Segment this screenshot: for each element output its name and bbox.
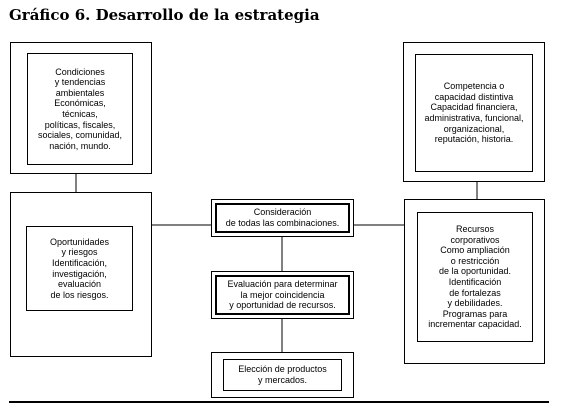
conditions-line: técnicas, <box>62 109 98 119</box>
competence-line: reputación, historia. <box>434 134 514 145</box>
conditions-line: políticas, fiscales, <box>44 119 116 130</box>
resources-line: de fortalezas <box>449 287 501 298</box>
conditions-line: sociales, comunidad, <box>37 130 123 141</box>
conditions-line: Económicas, <box>54 98 106 109</box>
consideration-node <box>215 203 350 233</box>
conditions-line: y tendencias <box>54 77 106 88</box>
evaluation-box <box>211 271 354 319</box>
evaluation-line: Evaluación para determinar <box>227 279 338 290</box>
election-line: Elección de productos <box>238 364 327 375</box>
resources-box <box>404 199 545 364</box>
resources-line: Recursos <box>455 224 494 235</box>
opportunities-box <box>10 192 152 357</box>
opportunities-line: Identificación, <box>51 257 108 268</box>
opportunities-line: evaluación <box>57 279 101 290</box>
competence-line: capacidad distintiva <box>434 91 514 102</box>
conditions-node <box>27 53 133 165</box>
opportunities-line: Oportunidades <box>49 236 110 247</box>
resources-line: Identificación <box>448 277 502 287</box>
conditions-line: ambientales <box>55 87 105 98</box>
competence-line: Competencia o <box>443 81 505 92</box>
resources-node <box>417 212 533 342</box>
evaluation-node <box>215 275 350 315</box>
competence-line: administrativa, funcional, <box>424 113 524 123</box>
competence-box <box>403 42 545 182</box>
competence-node <box>415 54 533 172</box>
resources-line: y debilidades. <box>447 298 503 309</box>
conditions-box <box>10 42 152 174</box>
consideration-box <box>211 199 354 237</box>
page-title: Gráfico 6. Desarrollo de la estrategia <box>9 6 320 24</box>
election-box <box>211 352 354 398</box>
conditions-line: nación, mundo. <box>49 140 111 151</box>
election-line: y mercados. <box>257 375 308 385</box>
resources-line: de la oportunidad. <box>438 266 512 277</box>
opportunities-node <box>26 226 133 311</box>
resources-line: o restricción <box>450 255 500 266</box>
resources-line: corporativos <box>450 234 500 245</box>
opportunities-line: de los riesgos. <box>50 289 109 300</box>
opportunities-line: y riesgos <box>61 247 98 258</box>
bottom-divider <box>9 401 549 403</box>
evaluation-line: y oportunidad de recursos. <box>229 300 336 311</box>
opportunities-line: investigación, <box>52 268 107 279</box>
consideration-line: de todas las combinaciones. <box>225 218 340 228</box>
conditions-line: Condiciones <box>55 66 105 77</box>
competence-line: Capacidad financiera, <box>430 102 518 113</box>
competence-line: organizacional, <box>443 123 505 134</box>
election-node <box>223 359 342 391</box>
resources-line: Como ampliación <box>440 245 510 256</box>
resources-line: Programas para <box>442 308 508 319</box>
resources-line: incrementar capacidad. <box>428 319 522 330</box>
consideration-line: Consideración <box>253 207 312 218</box>
evaluation-line: la mejor coincidencia <box>240 289 325 300</box>
